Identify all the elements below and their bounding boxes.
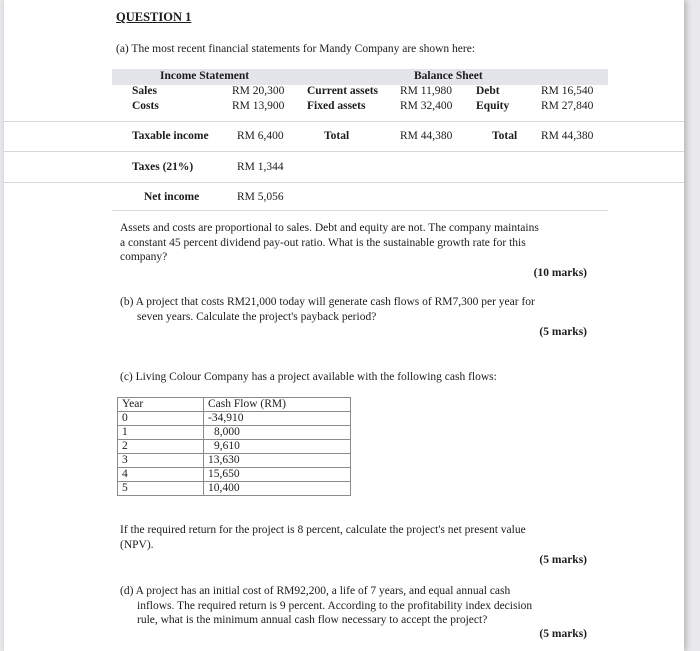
text-line: inflows. The required return is 9 percent. According to the profitability index decision: [137, 599, 533, 612]
table-header-row: [118, 398, 351, 412]
year-cell: 5: [118, 482, 204, 496]
part-b-marks: (5 marks): [539, 326, 587, 338]
table-row: [118, 412, 351, 426]
balance-sheet-heading: Balance Sheet: [414, 70, 483, 82]
part-c-intro: (c) Living Colour Company has a project available with the following cash flows:: [120, 371, 497, 383]
table-row: [118, 426, 351, 440]
liabilities-total-value: RM 44,380: [541, 130, 594, 142]
table-row: [118, 482, 351, 496]
taxes-value: RM 1,344: [237, 161, 284, 173]
text-line: seven years. Calculate the project's payback period?: [137, 310, 377, 323]
sales-value: RM 20,300: [232, 85, 285, 97]
taxable-income-label: Taxable income: [132, 130, 209, 142]
fixed-assets-value: RM 32,400: [400, 100, 453, 112]
cash-flow-cell: -34,910: [204, 412, 351, 426]
text-line: (d) A project has an initial cost of RM92,200, a life of 7 years, and equal annual cash: [120, 585, 511, 597]
net-income-label: Net income: [144, 191, 200, 203]
column-header-cash-flow: Cash Flow (RM): [204, 398, 351, 412]
assets-total-label: Total: [324, 130, 350, 142]
divider: [4, 121, 684, 122]
year-cell: 4: [118, 468, 204, 482]
cash-flow-cell: 8,000: [204, 426, 351, 440]
cash-flow-table: [117, 397, 351, 496]
year-cell: 3: [118, 454, 204, 468]
fixed-assets-label: Fixed assets: [307, 100, 366, 112]
part-d-question: [120, 584, 600, 628]
text-line: company?: [120, 251, 168, 263]
part-a-intro: (a) The most recent financial statements for Mandy Company are shown here:: [116, 43, 476, 55]
divider: [4, 151, 684, 152]
part-b-question: [120, 295, 600, 324]
text-line: (NPV).: [120, 538, 154, 551]
income-statement-heading: Income Statement: [160, 70, 250, 82]
text-line: a constant 45 percent dividend pay-out ratio. What is the sustainable growth rate for this: [120, 236, 526, 249]
current-assets-value: RM 11,980: [400, 85, 452, 97]
part-c-question: [120, 523, 610, 552]
debt-value: RM 16,540: [541, 85, 594, 97]
part-a-marks: (10 marks): [533, 267, 587, 279]
part-a-question: [120, 221, 600, 265]
column-header-year: Year: [118, 398, 204, 412]
divider: [4, 182, 684, 183]
divider: [112, 210, 608, 211]
question-title: QUESTION 1: [116, 10, 192, 24]
year-cell: 0: [118, 412, 204, 426]
table-row: [118, 468, 351, 482]
year-cell: 2: [118, 440, 204, 454]
sales-label: Sales: [132, 85, 157, 97]
costs-value: RM 13,900: [232, 100, 285, 112]
current-assets-label: Current assets: [307, 85, 379, 97]
part-d-marks: (5 marks): [539, 628, 587, 640]
text-line: (b) A project that costs RM21,000 today will generate cash flows of RM7,300 per year for: [120, 296, 535, 308]
document-page: [4, 0, 684, 651]
cash-flow-cell: 10,400: [204, 482, 351, 496]
text-line: If the required return for the project is 8 percent, calculate the project's net present value: [120, 524, 526, 536]
liabilities-total-label: Total: [492, 130, 518, 142]
cash-flow-cell: 13,630: [204, 454, 351, 468]
year-cell: 1: [118, 426, 204, 440]
taxes-label: Taxes (21%): [132, 161, 194, 173]
taxable-income-value: RM 6,400: [237, 130, 284, 142]
debt-label: Debt: [476, 85, 500, 97]
table-row: [118, 454, 351, 468]
assets-total-value: RM 44,380: [400, 130, 453, 142]
text-line: rule, what is the minimum annual cash flow necessary to accept the project?: [137, 614, 488, 626]
net-income-value: RM 5,056: [237, 191, 284, 203]
equity-value: RM 27,840: [541, 100, 594, 112]
part-c-marks: (5 marks): [539, 554, 587, 566]
cash-flow-cell: 9,610: [204, 440, 351, 454]
costs-label: Costs: [132, 100, 159, 112]
text-line: Assets and costs are proportional to sales. Debt and equity are not. The company maintains: [120, 222, 539, 234]
table-row: [118, 440, 351, 454]
equity-label: Equity: [476, 100, 510, 112]
cash-flow-cell: 15,650: [204, 468, 351, 482]
